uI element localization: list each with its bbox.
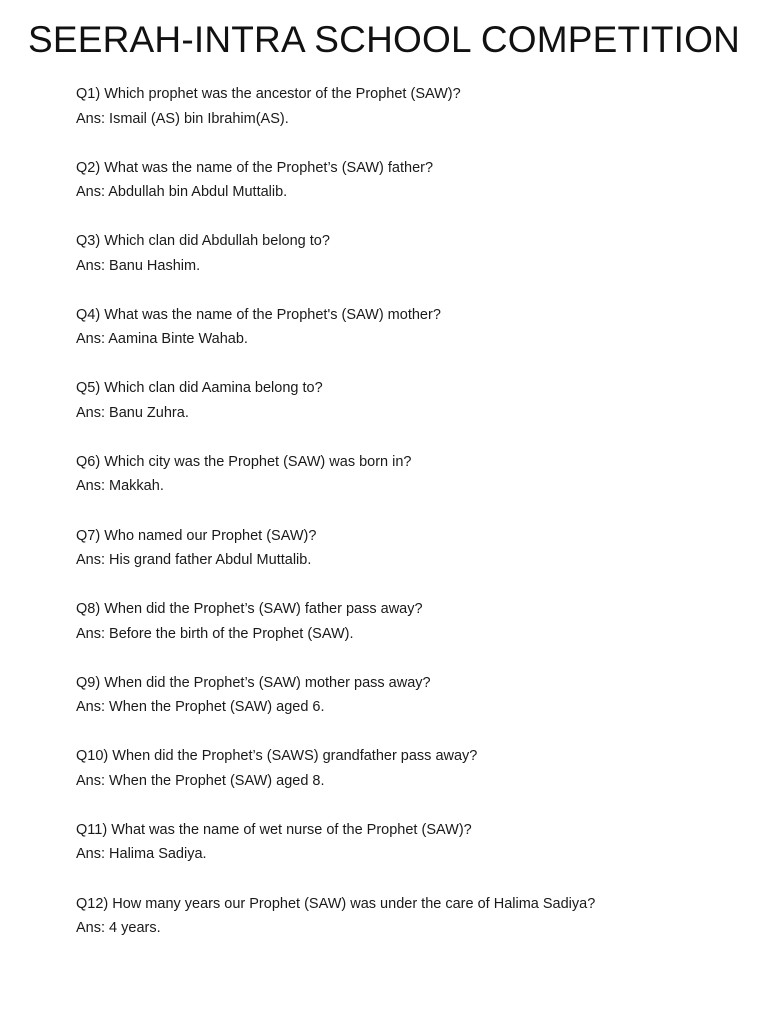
page-title: SEERAH-INTRA SCHOOL COMPETITION — [27, 19, 741, 60]
qa-item-3 — [76, 229, 736, 303]
qa-item-4 — [76, 303, 736, 377]
qa-item-1 — [76, 82, 736, 156]
qa-item-2 — [76, 156, 736, 230]
qa-item-5 — [76, 376, 736, 450]
question-text: Q3) Which clan did Abdullah belong to? — [76, 233, 330, 250]
question-text: Q11) What was the name of wet nurse of the Prophet (SAW)? — [76, 821, 472, 838]
question-text: Q7) Who named our Prophet (SAW)? — [76, 527, 317, 544]
answer-text: Ans: Before the birth of the Prophet (SAW). — [76, 625, 354, 642]
question-text: Q4) What was the name of the Prophet's (SAW) mother? — [76, 306, 441, 323]
answer-text: Ans: When the Prophet (SAW) aged 8. — [76, 772, 325, 789]
question-answer-list — [76, 82, 736, 965]
qa-item-9 — [76, 671, 736, 745]
question-text: Q1) Which prophet was the ancestor of the Prophet (SAW)? — [76, 86, 461, 102]
qa-item-10 — [76, 744, 736, 818]
qa-item-12 — [76, 892, 736, 966]
qa-item-11 — [76, 818, 736, 892]
answer-text: Ans: Aamina Binte Wahab. — [76, 331, 248, 348]
question-text: Q6) Which city was the Prophet (SAW) was born in? — [76, 453, 412, 470]
answer-text: Ans: When the Prophet (SAW) aged 6. — [76, 699, 325, 716]
answer-text: Ans: Banu Zuhra. — [76, 404, 189, 421]
answer-text: Ans: Banu Hashim. — [76, 257, 201, 274]
answer-text: Ans: Halima Sadiya. — [76, 846, 207, 863]
question-text: Q10) When did the Prophet’s (SAWS) grandfather pass away? — [76, 748, 478, 765]
question-text: Q2) What was the name of the Prophet’s (SAW) father? — [76, 159, 434, 176]
question-text: Q12) How many years our Prophet (SAW) was under the care of Halima Sadiya? — [76, 895, 596, 912]
qa-item-8 — [76, 597, 736, 671]
answer-text: Ans: Makkah. — [76, 478, 164, 495]
qa-item-7 — [76, 524, 736, 598]
qa-item-6 — [76, 450, 736, 524]
question-text: Q5) Which clan did Aamina belong to? — [76, 380, 323, 397]
answer-text: Ans: Ismail (AS) bin Ibrahim(AS). — [76, 110, 289, 127]
question-text: Q8) When did the Prophet’s (SAW) father pass away? — [76, 601, 423, 618]
question-text: Q9) When did the Prophet’s (SAW) mother pass away? — [76, 674, 431, 691]
answer-text: Ans: 4 years. — [76, 920, 161, 937]
answer-text: Ans: His grand father Abdul Muttalib. — [76, 552, 312, 569]
answer-text: Ans: Abdullah bin Abdul Muttalib. — [76, 184, 288, 201]
